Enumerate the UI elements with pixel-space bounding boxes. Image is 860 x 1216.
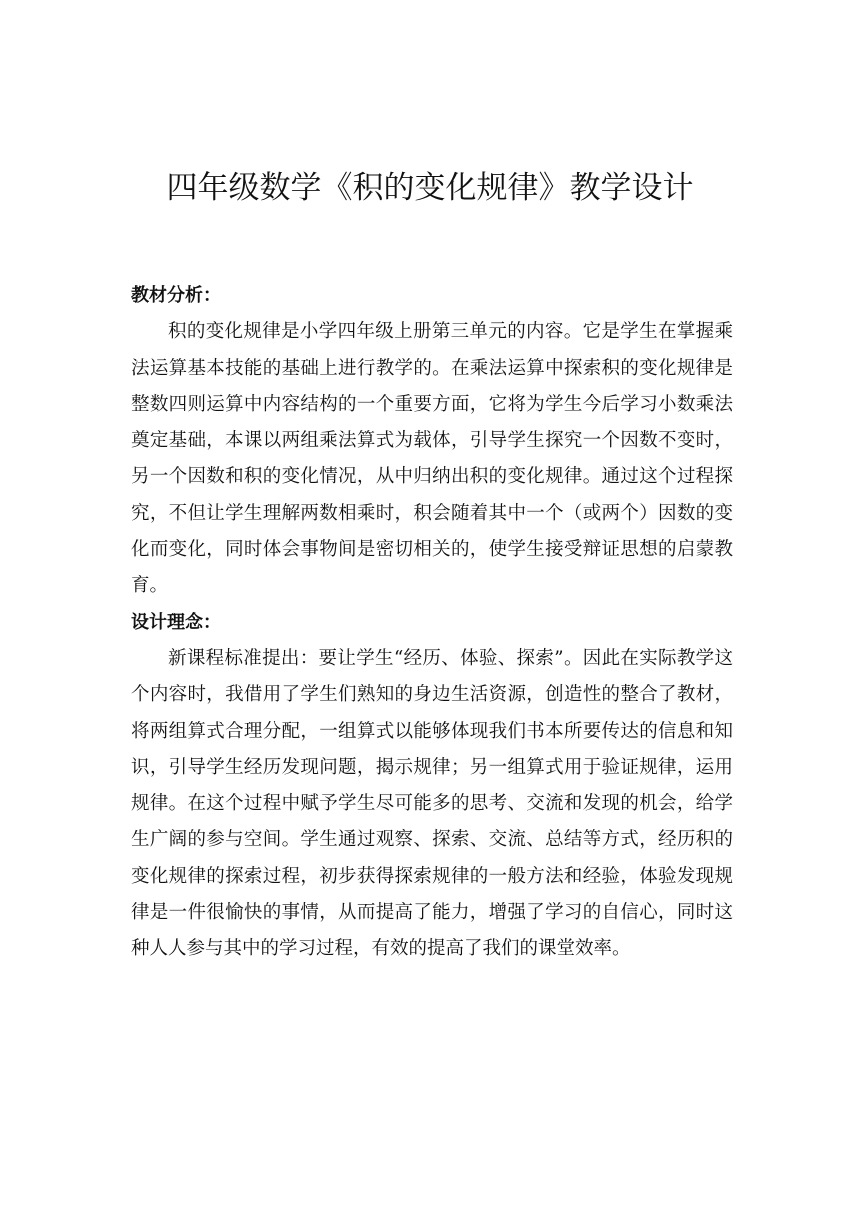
section-heading: 设计理念： (131, 611, 221, 633)
section-paragraph: 积的变化规律是小学四年级上册第三单元的内容。它是学生在掌握乘法运算基本技能的基础上进行教学的。在乘法运算中探索积的变化规律是整数四则运算中内容结构的一个重要方面，它将为学生今后学习小数乘法奠定基础，本课以两组乘法算式为载体，引导学生探究一个因数不变时，另一个因数和积的变化情况，从中归纳出积的变化规律。通过这个过程探究，不但让学生理解两数相乘时，积会随着其中一个（或两个）因数的变化而变化，同时体会事物间是密切相关的，使学生接受辩证思想的启蒙教育。 (131, 321, 733, 597)
section-textbook-analysis (131, 278, 733, 605)
section-design-concept (131, 605, 733, 968)
document-title: 四年级数学《积的变化规律》教学设计 (166, 169, 694, 206)
document-body (131, 278, 733, 968)
section-heading: 教材分析： (131, 285, 221, 306)
section-paragraph: 新课程标准提出：要让学生“经历、体验、探索”。因此在实际教学这个内容时，我借用了学生们熟知的身边生活资源，创造性的整合了教材，将两组算式合理分配，一组算式以能够体现我们书本所要传达的信息和知识，引导学生经历发现问题，揭示规律；另一组算式用于验证规律，运用规律。在这个过程中赋予学生尽可能多的思考、交流和发现的机会，给学生广阔的参与空间。学生通过观察、探索、交流、总结等方式，经历积的变化规律的探索过程，初步获得探索规律的一般方法和经验，体验发现规律是一件很愉快的事情，从而提高了能力，增强了学习的自信心，同时这种人人参与其中的学习过程，有效的提高了我们的课堂效率。 (131, 647, 733, 960)
